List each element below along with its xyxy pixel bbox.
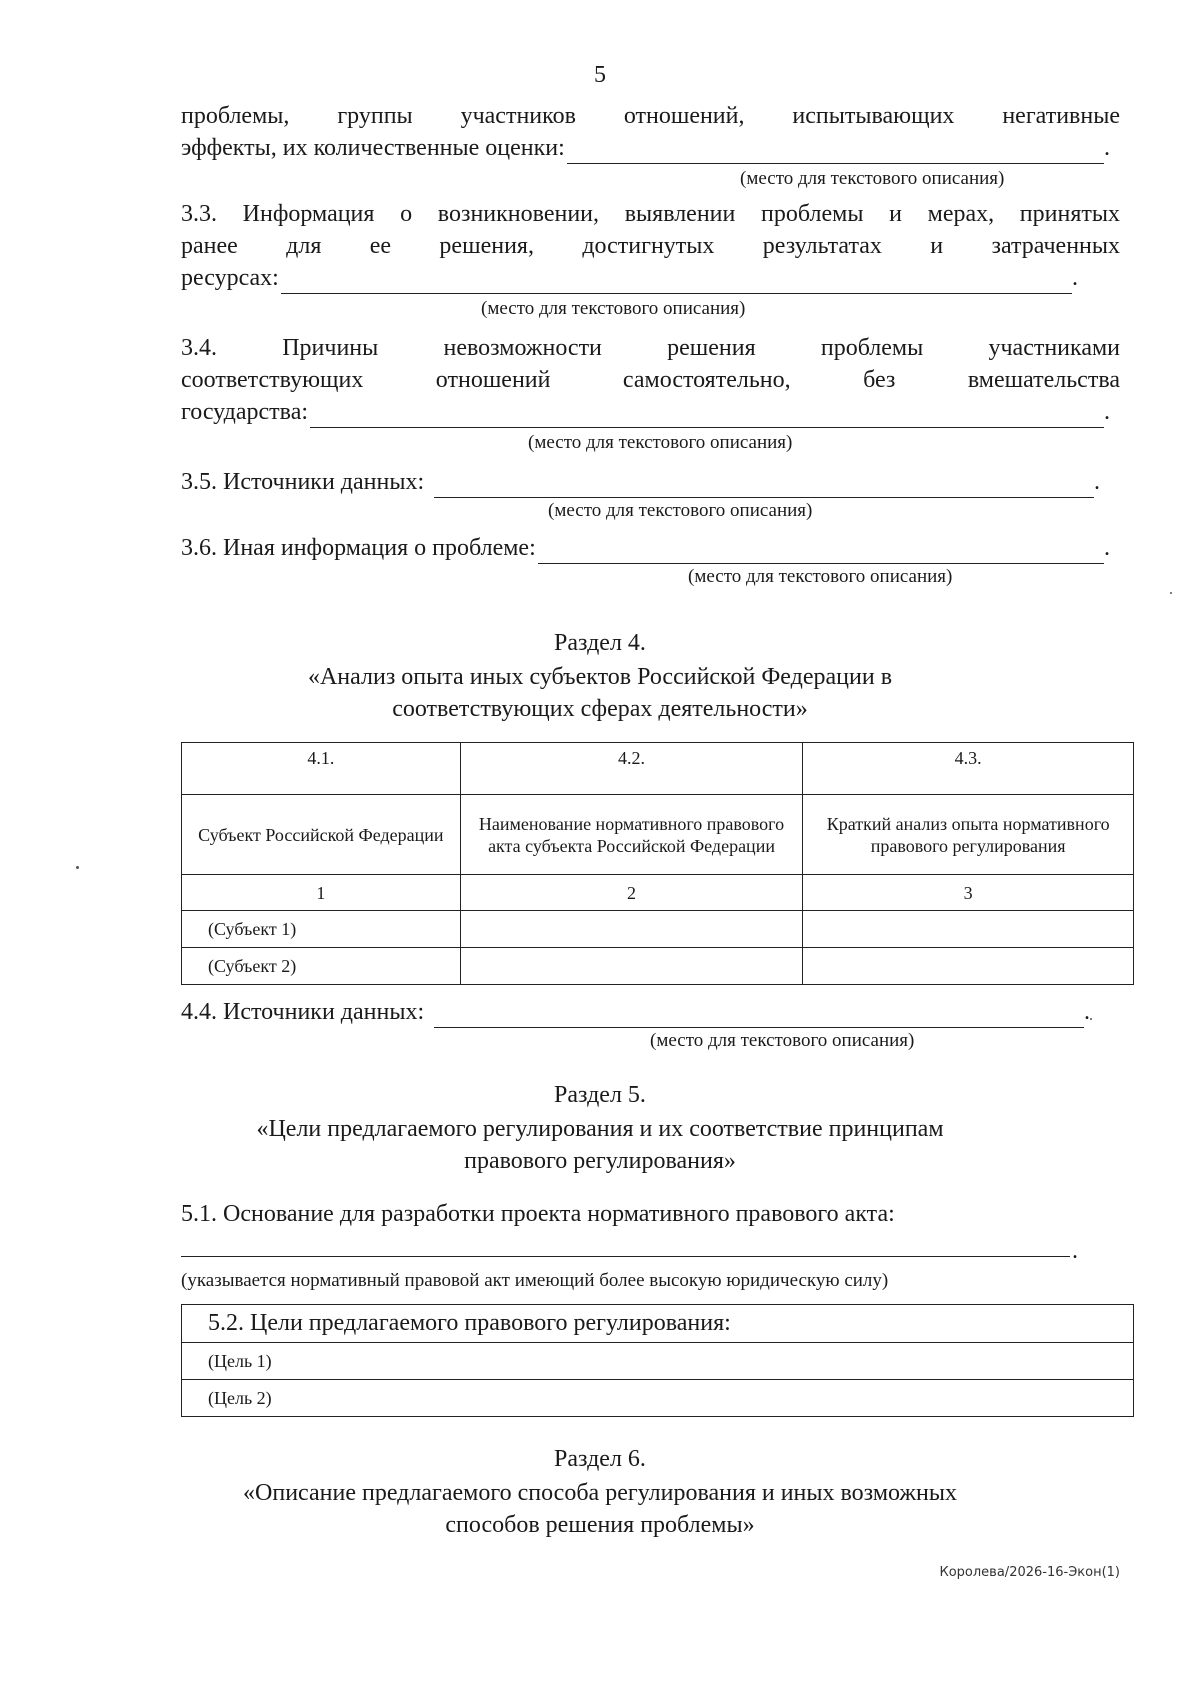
p36-hint: (место для текстового описания) xyxy=(688,566,953,587)
p34-label: государства: xyxy=(181,399,309,425)
fill-line xyxy=(434,475,1094,498)
section6-title: Раздел 6. xyxy=(554,1446,646,1472)
table-cell-analysis xyxy=(803,948,1134,985)
p36-label: 3.6. Иная информация о проблеме: xyxy=(181,535,536,561)
p33-label: ресурсах: xyxy=(181,265,279,291)
table-cell-subject: (Субъект 2) xyxy=(182,948,461,985)
p51-hint: (указывается нормативный правовой акт имеющий более высокую юридическую силу) xyxy=(181,1270,889,1291)
section6-subtitle-2: способов решения проблемы» xyxy=(445,1512,755,1538)
page-number: 5 xyxy=(594,62,606,88)
p32-label: эффекты, их количественные оценки: xyxy=(181,135,565,161)
scan-speck xyxy=(1090,1018,1092,1020)
p33-line2: ранее для ее решения, достигнутых результатах и затраченных xyxy=(181,233,1120,259)
table-number-cell: 3 xyxy=(803,875,1134,911)
section5-subtitle-1: «Цели предлагаемого регулирования и их соответствие принципам xyxy=(256,1116,944,1142)
fill-line xyxy=(538,541,1104,564)
section5-title: Раздел 5. xyxy=(554,1082,646,1108)
table-code-cell: 4.3. xyxy=(803,743,1134,795)
p44-line: 4.4. Источники данных: . xyxy=(181,996,1090,1028)
table-cell-subject: (Субъект 1) xyxy=(182,911,461,948)
p32-line2: эффекты, их количественные оценки: . xyxy=(181,132,1110,164)
scan-speck xyxy=(1170,592,1172,594)
p36-line: 3.6. Иная информация о проблеме: . xyxy=(181,532,1110,564)
p34-hint: (место для текстового описания) xyxy=(528,432,793,453)
section4-subtitle-1: «Анализ опыта иных субъектов Российской Федерации в xyxy=(307,664,893,690)
p33-hint: (место для текстового описания) xyxy=(481,298,746,319)
goals-header-row xyxy=(182,1305,1134,1343)
p34-line1: 3.4. Причины невозможности решения проблемы участниками xyxy=(181,335,1120,361)
section5-subtitle-2: правового регулирования» xyxy=(464,1148,736,1174)
p35-line: 3.5. Источники данных: . xyxy=(181,466,1100,498)
section4-subtitle-2: соответствующих сферах деятельности» xyxy=(392,696,808,722)
fill-line xyxy=(567,141,1104,164)
table-header-cell: Наименование нормативного правового акта субъекта Российской Федерации xyxy=(460,795,803,875)
table-header-cell: Краткий анализ опыта нормативного правового регулирования xyxy=(803,795,1134,875)
scan-speck xyxy=(76,866,79,869)
table-row xyxy=(182,1380,1134,1417)
p35-label: 3.5. Источники данных: xyxy=(181,469,425,495)
fill-line xyxy=(434,1005,1084,1028)
table-number-row xyxy=(182,875,1134,911)
table-code-cell: 4.1. xyxy=(182,743,461,795)
table-cell-act xyxy=(460,948,803,985)
p44-label: 4.4. Источники данных: xyxy=(181,999,425,1025)
p34-line2: соответствующих отношений самостоятельно, без вмешательства xyxy=(181,367,1120,393)
table-number-cell: 1 xyxy=(182,875,461,911)
goal-item: (Цель 2) xyxy=(182,1380,1134,1417)
fill-line xyxy=(310,405,1104,428)
table-row xyxy=(182,911,1134,948)
table-row xyxy=(182,1343,1134,1380)
p34-line3: государства: . xyxy=(181,396,1110,428)
section6-subtitle-1: «Описание предлагаемого способа регулирования и иных возможных xyxy=(243,1480,957,1506)
fill-line xyxy=(181,1256,1070,1257)
goal-item: (Цель 1) xyxy=(182,1343,1134,1380)
fill-line xyxy=(281,271,1072,294)
table-number-cell: 2 xyxy=(460,875,803,911)
goals-header: 5.2. Цели предлагаемого правового регулирования: xyxy=(182,1305,1134,1343)
table-header-cell: Субъект Российской Федерации xyxy=(182,795,461,875)
p51-label: 5.1. Основание для разработки проекта нормативного правового акта: xyxy=(181,1201,895,1227)
table-code-row xyxy=(182,743,1134,795)
table-code-cell: 4.2. xyxy=(460,743,803,795)
author-stamp: Королева/2026-16-Экон(1) xyxy=(939,1565,1120,1580)
subjects-table xyxy=(181,742,1134,985)
goals-table xyxy=(181,1304,1134,1417)
table-cell-act xyxy=(460,911,803,948)
section4-title: Раздел 4. xyxy=(554,630,646,656)
table-cell-analysis xyxy=(803,911,1134,948)
document-page: 5 проблемы, группы участников отношений, испытывающих негативные эффекты, их количественные оценки: . (место для текстового описания) 3.3. Информация о возникновении, выявлении проблемы и мерах, принятых ранее для ее решения, достигнутых результатах и затраченных ресурсах: . (место для текстового описания) 3.4. Причины невозможности решения проблемы участниками соответствующих отношений самостоятельно, без вмешательства государства: . (место для текстового описания) 3.5. Источники данных: . (место для текстового описания) 3.6. Иная информация о проблеме: . (место для текстового описания) Раздел 4. «Анализ опыта иных субъектов Российской Федерации в соответствующих сферах деятельности» 4.1. 4.2. 4.3. Субъект Российской Федерации Наименование нормативного правового акта субъекта Российской Федерации Краткий анализ опыта нормативного правового регулирования 1 2 3 (Субъект 1) (Субъект 2) 4.4. Источники данных: . (место для текстового описания) Раздел 5. «Цели предлагаемого регулирования и их соответствие принципам правового регулирования» 5.1. Основание для разработки проекта нормативного правового акта: . (указывается нормативный правовой акт имеющий более высокую юридическую силу) 5.2. Цели предлагаемого правового регулирования: (Цель 1) (Цель 2) Раздел 6. «Описание предлагаемого способа регулирования и иных возможных способов решения проблемы» Королева/2026-16-Экон(1) xyxy=(0,0,1200,1696)
p35-hint: (место для текстового описания) xyxy=(548,500,813,521)
table-row xyxy=(182,948,1134,985)
p33-line1: 3.3. Информация о возникновении, выявлении проблемы и мерах, принятых xyxy=(181,201,1120,227)
p33-line3: ресурсах: . xyxy=(181,262,1078,294)
table-header-row xyxy=(182,795,1134,875)
p44-hint: (место для текстового описания) xyxy=(650,1030,915,1051)
p32-hint: (место для текстового описания) xyxy=(740,168,1005,189)
p32-line1: проблемы, группы участников отношений, испытывающих негативные xyxy=(181,103,1120,129)
